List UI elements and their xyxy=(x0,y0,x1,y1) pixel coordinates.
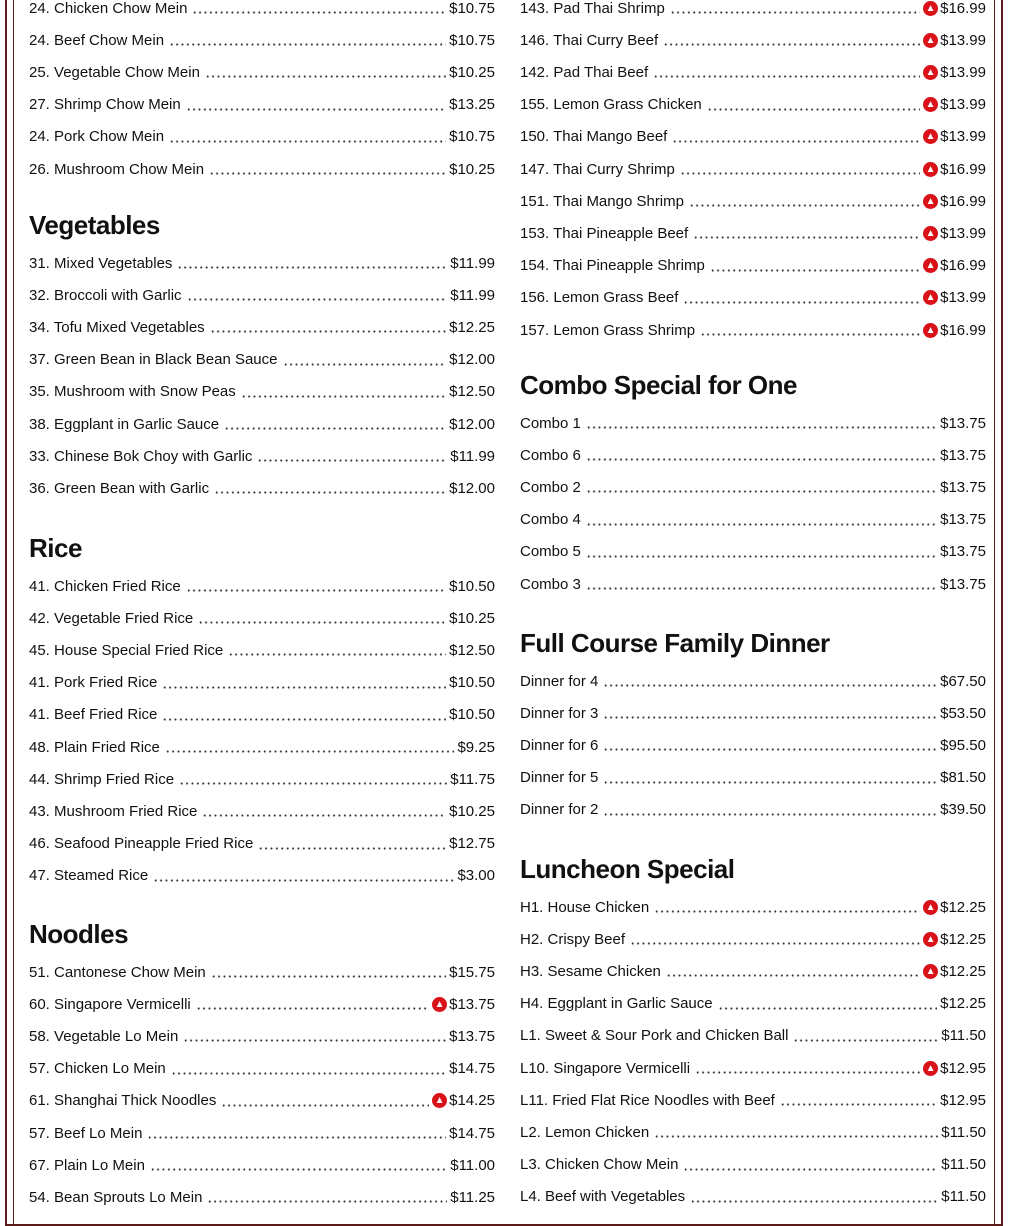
dot-leader xyxy=(603,707,937,719)
menu-item-name: 48. Plain Fried Rice xyxy=(29,738,160,756)
flame-icon: ▲ xyxy=(923,65,938,80)
flame-icon: ▲ xyxy=(923,1,938,16)
menu-item-41-pork-fried-rice xyxy=(29,667,495,699)
menu-item-58-vegetable-lo-mein xyxy=(29,1020,495,1052)
menu-item-price: $16.99 xyxy=(940,160,986,178)
menu-item-name: Combo 5 xyxy=(520,543,581,561)
menu-item-name: Dinner for 5 xyxy=(520,769,599,787)
dot-leader xyxy=(710,260,920,272)
menu-item-name: 42. Vegetable Fried Rice xyxy=(29,609,194,627)
menu-item-name: H3. Sesame Chicken xyxy=(520,962,661,980)
menu-item-name: Dinner for 3 xyxy=(520,704,599,722)
dot-leader xyxy=(672,131,920,143)
menu-item-61-shanghai-thick-noodles xyxy=(29,1085,495,1117)
dot-leader xyxy=(147,1127,446,1139)
menu-item-price: $12.95 xyxy=(940,1091,986,1109)
menu-item-44-shrimp-fried-rice xyxy=(29,763,495,795)
menu-item-price: $53.50 xyxy=(940,704,986,722)
menu-item-name: 147. Thai Curry Shrimp xyxy=(520,160,675,178)
menu-item-price: $11.50 xyxy=(941,1188,986,1206)
menu-item-price: $10.25 xyxy=(449,160,495,178)
dot-leader xyxy=(683,292,920,304)
menu-item-name: 51. Cantonese Chow Mein xyxy=(29,963,206,981)
menu-item-price: $12.25 xyxy=(940,962,986,980)
menu-item-35-mushroom-with-snow-peas xyxy=(29,376,495,408)
dot-leader xyxy=(179,773,447,785)
menu-item-name: 41. Beef Fried Rice xyxy=(29,706,158,724)
dot-leader xyxy=(718,998,938,1010)
dot-leader xyxy=(187,289,448,301)
menu-item-36-green-bean-with-garlic xyxy=(29,472,495,504)
menu-item-name: Combo 3 xyxy=(520,575,581,593)
dot-leader xyxy=(630,933,920,945)
menu-item-name: 45. House Special Fried Rice xyxy=(29,641,224,659)
dot-leader xyxy=(192,2,446,14)
dot-leader xyxy=(162,709,446,721)
menu-item-combo-6 xyxy=(520,439,986,471)
menu-item-price: $16.99 xyxy=(940,321,986,339)
menu-item-name: H4. Eggplant in Garlic Sauce xyxy=(520,995,713,1013)
dot-leader xyxy=(214,482,446,494)
menu-item-price: $14.75 xyxy=(449,1124,495,1142)
menu-item-27-shrimp-chow-mein xyxy=(29,89,495,121)
flame-icon: ▲ xyxy=(432,997,447,1012)
dot-leader xyxy=(680,163,920,175)
menu-item-price: $10.50 xyxy=(449,674,495,692)
menu-item-name: 58. Vegetable Lo Mein xyxy=(29,1027,179,1045)
menu-item-157-lemon-grass-shrimp xyxy=(520,314,986,346)
menu-item-price: $10.75 xyxy=(449,128,495,146)
menu-item-price: $13.75 xyxy=(449,995,495,1013)
menu-item-67-plain-lo-mein xyxy=(29,1149,495,1181)
menu-item-name: 35. Mushroom with Snow Peas xyxy=(29,383,236,401)
menu-item-price: $10.25 xyxy=(449,802,495,820)
menu-item-price: $13.25 xyxy=(449,96,495,114)
menu-item-name: 41. Pork Fried Rice xyxy=(29,674,158,692)
menu-item-price: $11.99 xyxy=(450,286,495,304)
menu-item-price: $13.75 xyxy=(940,511,986,529)
menu-item-price: $14.75 xyxy=(449,1060,495,1078)
dot-leader xyxy=(586,417,937,429)
menu-item-name: 34. Tofu Mixed Vegetables xyxy=(29,318,205,336)
menu-item-l10-singapore-vermicelli xyxy=(520,1052,986,1084)
menu-item-price: $12.00 xyxy=(449,351,495,369)
dot-leader xyxy=(257,450,447,462)
menu-item-name: 25. Vegetable Chow Mein xyxy=(29,63,200,81)
dot-leader xyxy=(224,418,446,430)
menu-item-150-thai-mango-beef xyxy=(520,121,986,153)
menu-item-name: 24. Beef Chow Mein xyxy=(29,31,165,49)
menu-item-price: $13.75 xyxy=(940,414,986,432)
menu-item-price: $11.99 xyxy=(450,254,495,272)
dot-leader xyxy=(196,998,429,1010)
menu-item-151-thai-mango-shrimp xyxy=(520,185,986,217)
menu-item-143-pad-thai-shrimp xyxy=(520,0,986,24)
menu-item-name: H2. Crispy Beef xyxy=(520,930,626,948)
flame-icon: ▲ xyxy=(923,162,938,177)
menu-item-42-vegetable-fried-rice xyxy=(29,602,495,634)
dot-leader xyxy=(663,34,920,46)
dot-leader xyxy=(654,901,920,913)
menu-item-price: $11.50 xyxy=(941,1123,986,1141)
menu-item-46-seafood-pineapple-fried-rice xyxy=(29,828,495,860)
menu-item-name: 46. Seafood Pineapple Fried Rice xyxy=(29,835,254,853)
flame-icon: ▲ xyxy=(923,97,938,112)
menu-item-h3-sesame-chicken xyxy=(520,955,986,987)
menu-item-name: H1. House Chicken xyxy=(520,898,650,916)
dot-leader xyxy=(207,1191,447,1203)
menu-item-54-bean-sprouts-lo-mein xyxy=(29,1181,495,1213)
dot-leader xyxy=(693,227,920,239)
dot-leader xyxy=(177,257,447,269)
menu-item-name: L4. Beef with Vegetables xyxy=(520,1188,686,1206)
menu-item-price: $10.25 xyxy=(449,63,495,81)
menu-item-name: 33. Chinese Bok Choy with Garlic xyxy=(29,447,253,465)
dot-leader xyxy=(689,195,920,207)
menu-item-combo-1 xyxy=(520,407,986,439)
dot-leader xyxy=(603,804,937,816)
menu-item-name: 43. Mushroom Fried Rice xyxy=(29,802,198,820)
menu-item-name: 157. Lemon Grass Shrimp xyxy=(520,321,696,339)
section-heading-vegetables: Vegetables xyxy=(29,210,160,240)
menu-item-142-pad-thai-beef xyxy=(520,56,986,88)
menu-item-price: $12.75 xyxy=(449,835,495,853)
menu-item-name: Combo 2 xyxy=(520,478,581,496)
flame-icon: ▲ xyxy=(923,258,938,273)
dot-leader xyxy=(586,514,937,526)
dot-leader xyxy=(169,34,446,46)
menu-item-name: 57. Chicken Lo Mein xyxy=(29,1060,166,1078)
menu-item-57-beef-lo-mein xyxy=(29,1117,495,1149)
menu-item-price: $14.25 xyxy=(449,1092,495,1110)
menu-item-price: $13.75 xyxy=(940,446,986,464)
menu-item-price: $67.50 xyxy=(940,672,986,690)
menu-item-name: 150. Thai Mango Beef xyxy=(520,128,668,146)
section-heading-family: Full Course Family Dinner xyxy=(520,628,830,658)
menu-item-name: L3. Chicken Chow Mein xyxy=(520,1156,679,1174)
menu-item-name: 143. Pad Thai Shrimp xyxy=(520,0,665,17)
dot-leader xyxy=(780,1094,937,1106)
menu-item-155-lemon-grass-chicken xyxy=(520,89,986,121)
menu-item-name: 26. Mushroom Chow Mein xyxy=(29,160,205,178)
dot-leader xyxy=(153,870,454,882)
menu-item-combo-4 xyxy=(520,504,986,536)
dot-leader xyxy=(683,1159,938,1171)
menu-item-price: $11.99 xyxy=(450,447,495,465)
dot-leader xyxy=(198,612,446,624)
menu-item-name: 60. Singapore Vermicelli xyxy=(29,995,191,1013)
dot-leader xyxy=(165,741,455,753)
menu-item-name: Dinner for 4 xyxy=(520,672,599,690)
menu-item-name: 41. Chicken Fried Rice xyxy=(29,577,181,595)
menu-item-price: $12.50 xyxy=(449,383,495,401)
menu-item-h2-crispy-beef xyxy=(520,923,986,955)
menu-item-combo-3 xyxy=(520,568,986,600)
menu-item-price: $12.25 xyxy=(940,930,986,948)
menu-item-price: $12.00 xyxy=(449,415,495,433)
dot-leader xyxy=(169,131,446,143)
menu-item-price: $16.99 xyxy=(940,192,986,210)
menu-item-34-tofu-mixed-vegetables xyxy=(29,311,495,343)
menu-item-41-beef-fried-rice xyxy=(29,699,495,731)
menu-item-name: 156. Lemon Grass Beef xyxy=(520,289,679,307)
menu-item-dinner-for-4 xyxy=(520,665,986,697)
menu-item-24-chicken-chow-mein xyxy=(29,0,495,24)
section-heading-luncheon: Luncheon Special xyxy=(520,854,735,884)
menu-item-price: $11.00 xyxy=(450,1156,495,1174)
menu-item-name: 142. Pad Thai Beef xyxy=(520,63,649,81)
menu-item-name: 61. Shanghai Thick Noodles xyxy=(29,1092,217,1110)
menu-item-name: 154. Thai Pineapple Shrimp xyxy=(520,257,705,275)
menu-item-price: $13.75 xyxy=(940,543,986,561)
menu-item-l3-chicken-chow-mein xyxy=(520,1149,986,1181)
dot-leader xyxy=(653,66,920,78)
dot-leader xyxy=(209,163,446,175)
dot-leader xyxy=(586,546,937,558)
menu-item-dinner-for-2 xyxy=(520,794,986,826)
menu-item-price: $12.50 xyxy=(449,641,495,659)
menu-item-name: 67. Plain Lo Mein xyxy=(29,1156,145,1174)
menu-item-153-thai-pineapple-beef xyxy=(520,217,986,249)
dot-leader xyxy=(793,1030,938,1042)
menu-item-l4-beef-with-vegetables xyxy=(520,1181,986,1213)
menu-item-h4-eggplant-in-garlic-sauce xyxy=(520,988,986,1020)
menu-item-name: 146. Thai Curry Beef xyxy=(520,31,659,49)
menu-item-price: $15.75 xyxy=(449,963,495,981)
menu-item-name: 37. Green Bean in Black Bean Sauce xyxy=(29,351,278,369)
flame-icon: ▲ xyxy=(923,194,938,209)
menu-item-dinner-for-6 xyxy=(520,729,986,761)
dot-leader xyxy=(700,324,920,336)
flame-icon: ▲ xyxy=(923,33,938,48)
menu-item-31-mixed-vegetables xyxy=(29,247,495,279)
menu-item-32-broccoli-with-garlic xyxy=(29,279,495,311)
section-heading-rice: Rice xyxy=(29,533,82,563)
dot-leader xyxy=(603,739,937,751)
menu-item-price: $10.50 xyxy=(449,706,495,724)
flame-icon: ▲ xyxy=(923,290,938,305)
dot-leader xyxy=(211,966,446,978)
dot-leader xyxy=(603,675,937,687)
flame-icon: ▲ xyxy=(923,1061,938,1076)
dot-leader xyxy=(186,580,446,592)
menu-item-h1-house-chicken xyxy=(520,891,986,923)
menu-item-57-chicken-lo-mein xyxy=(29,1053,495,1085)
menu-item-combo-5 xyxy=(520,536,986,568)
menu-item-price: $12.95 xyxy=(940,1059,986,1077)
menu-item-price: $16.99 xyxy=(940,257,986,275)
flame-icon: ▲ xyxy=(923,323,938,338)
menu-item-51-cantonese-chow-mein xyxy=(29,956,495,988)
section-heading-combo: Combo Special for One xyxy=(520,370,797,400)
menu-item-47-steamed-rice xyxy=(29,860,495,892)
menu-item-name: 155. Lemon Grass Chicken xyxy=(520,96,702,114)
dot-leader xyxy=(183,1030,446,1042)
menu-item-24-beef-chow-mein xyxy=(29,24,495,56)
menu-item-60-singapore-vermicelli xyxy=(29,988,495,1020)
dot-leader xyxy=(283,354,447,366)
menu-item-price: $13.75 xyxy=(940,575,986,593)
menu-item-name: 31. Mixed Vegetables xyxy=(29,254,173,272)
menu-item-price: $13.99 xyxy=(940,289,986,307)
dot-leader xyxy=(162,677,446,689)
dot-leader xyxy=(586,578,937,590)
flame-icon: ▲ xyxy=(923,129,938,144)
menu-item-name: L2. Lemon Chicken xyxy=(520,1123,650,1141)
dot-leader xyxy=(695,1062,920,1074)
menu-item-146-thai-curry-beef xyxy=(520,24,986,56)
menu-item-combo-2 xyxy=(520,471,986,503)
dot-leader xyxy=(221,1095,429,1107)
menu-item-name: Dinner for 2 xyxy=(520,801,599,819)
menu-item-price: $11.50 xyxy=(941,1156,986,1174)
menu-item-price: $39.50 xyxy=(940,801,986,819)
menu-item-price: $13.99 xyxy=(940,128,986,146)
dot-leader xyxy=(603,772,937,784)
menu-item-154-thai-pineapple-shrimp xyxy=(520,250,986,282)
menu-item-price: $13.75 xyxy=(449,1027,495,1045)
menu-item-37-green-bean-in-black-bean-sauce xyxy=(29,344,495,376)
menu-item-38-eggplant-in-garlic-sauce xyxy=(29,408,495,440)
menu-item-price: $10.50 xyxy=(449,577,495,595)
dot-leader xyxy=(586,449,937,461)
menu-item-dinner-for-3 xyxy=(520,697,986,729)
menu-item-price: $81.50 xyxy=(940,769,986,787)
dot-leader xyxy=(228,644,446,656)
menu-item-name: 36. Green Bean with Garlic xyxy=(29,479,210,497)
menu-item-name: 151. Thai Mango Shrimp xyxy=(520,192,684,210)
menu-item-name: Combo 1 xyxy=(520,414,581,432)
dot-leader xyxy=(654,1126,938,1138)
menu-item-price: $11.50 xyxy=(941,1027,986,1045)
dot-leader xyxy=(205,66,446,78)
dot-leader xyxy=(690,1191,938,1203)
menu-item-price: $95.50 xyxy=(940,736,986,754)
menu-item-147-thai-curry-shrimp xyxy=(520,153,986,185)
menu-item-price: $13.99 xyxy=(940,224,986,242)
menu-item-name: 24. Pork Chow Mein xyxy=(29,128,165,146)
menu-item-25-vegetable-chow-mein xyxy=(29,56,495,88)
menu-item-price: $10.25 xyxy=(449,609,495,627)
menu-item-name: 24. Chicken Chow Mein xyxy=(29,0,188,17)
menu-item-price: $12.25 xyxy=(940,898,986,916)
menu-item-price: $9.25 xyxy=(457,738,495,756)
dot-leader xyxy=(150,1159,447,1171)
menu-item-41-chicken-fried-rice xyxy=(29,570,495,602)
section-heading-noodles: Noodles xyxy=(29,919,129,949)
dot-leader xyxy=(186,99,446,111)
menu-item-name: Dinner for 6 xyxy=(520,736,599,754)
dot-leader xyxy=(202,805,446,817)
menu-item-name: 27. Shrimp Chow Mein xyxy=(29,96,181,114)
dot-leader xyxy=(210,321,446,333)
dot-leader xyxy=(171,1063,446,1075)
menu-item-price: $16.99 xyxy=(940,0,986,17)
menu-item-name: 47. Steamed Rice xyxy=(29,867,149,885)
menu-item-name: Combo 4 xyxy=(520,511,581,529)
menu-item-price: $13.99 xyxy=(940,31,986,49)
menu-item-l2-lemon-chicken xyxy=(520,1116,986,1148)
menu-item-name: L11. Fried Flat Rice Noodles with Beef xyxy=(520,1091,775,1109)
menu-item-price: $11.75 xyxy=(450,770,495,788)
menu-item-45-house-special-fried-rice xyxy=(29,634,495,666)
menu-item-name: L1. Sweet & Sour Pork and Chicken Ball xyxy=(520,1027,789,1045)
menu-item-43-mushroom-fried-rice xyxy=(29,795,495,827)
dot-leader xyxy=(670,2,920,14)
menu-item-price: $12.25 xyxy=(940,995,986,1013)
flame-icon: ▲ xyxy=(923,964,938,979)
menu-item-24-pork-chow-mein xyxy=(29,121,495,153)
dot-leader xyxy=(586,481,937,493)
menu-item-price: $3.00 xyxy=(457,867,495,885)
menu-item-l1-sweet-sour-pork-and-chicken-ball xyxy=(520,1020,986,1052)
menu-item-name: 38. Eggplant in Garlic Sauce xyxy=(29,415,220,433)
flame-icon: ▲ xyxy=(432,1093,447,1108)
dot-leader xyxy=(707,99,920,111)
menu-item-l11-fried-flat-rice-noodles-with-beef xyxy=(520,1084,986,1116)
flame-icon: ▲ xyxy=(923,900,938,915)
menu-item-name: 54. Bean Sprouts Lo Mein xyxy=(29,1188,203,1206)
menu-item-name: Combo 6 xyxy=(520,446,581,464)
dot-leader xyxy=(666,965,920,977)
flame-icon: ▲ xyxy=(923,932,938,947)
dot-leader xyxy=(241,386,446,398)
menu-item-price: $13.75 xyxy=(940,478,986,496)
menu-item-26-mushroom-chow-mein xyxy=(29,153,495,185)
menu-item-price: $10.75 xyxy=(449,0,495,17)
dot-leader xyxy=(258,838,446,850)
menu-item-price: $12.25 xyxy=(449,318,495,336)
menu-item-48-plain-fried-rice xyxy=(29,731,495,763)
menu-item-price: $11.25 xyxy=(450,1188,495,1206)
menu-item-price: $13.99 xyxy=(940,63,986,81)
menu-item-dinner-for-5 xyxy=(520,762,986,794)
menu-item-price: $12.00 xyxy=(449,479,495,497)
menu-item-name: 44. Shrimp Fried Rice xyxy=(29,770,175,788)
menu-item-name: 153. Thai Pineapple Beef xyxy=(520,224,689,242)
flame-icon: ▲ xyxy=(923,226,938,241)
menu-item-33-chinese-bok-choy-with-garlic xyxy=(29,440,495,472)
menu-item-price: $13.99 xyxy=(940,96,986,114)
menu-item-156-lemon-grass-beef xyxy=(520,282,986,314)
menu-item-name: 57. Beef Lo Mein xyxy=(29,1124,143,1142)
menu-item-name: L10. Singapore Vermicelli xyxy=(520,1059,691,1077)
menu-item-price: $10.75 xyxy=(449,31,495,49)
menu-item-name: 32. Broccoli with Garlic xyxy=(29,286,182,304)
